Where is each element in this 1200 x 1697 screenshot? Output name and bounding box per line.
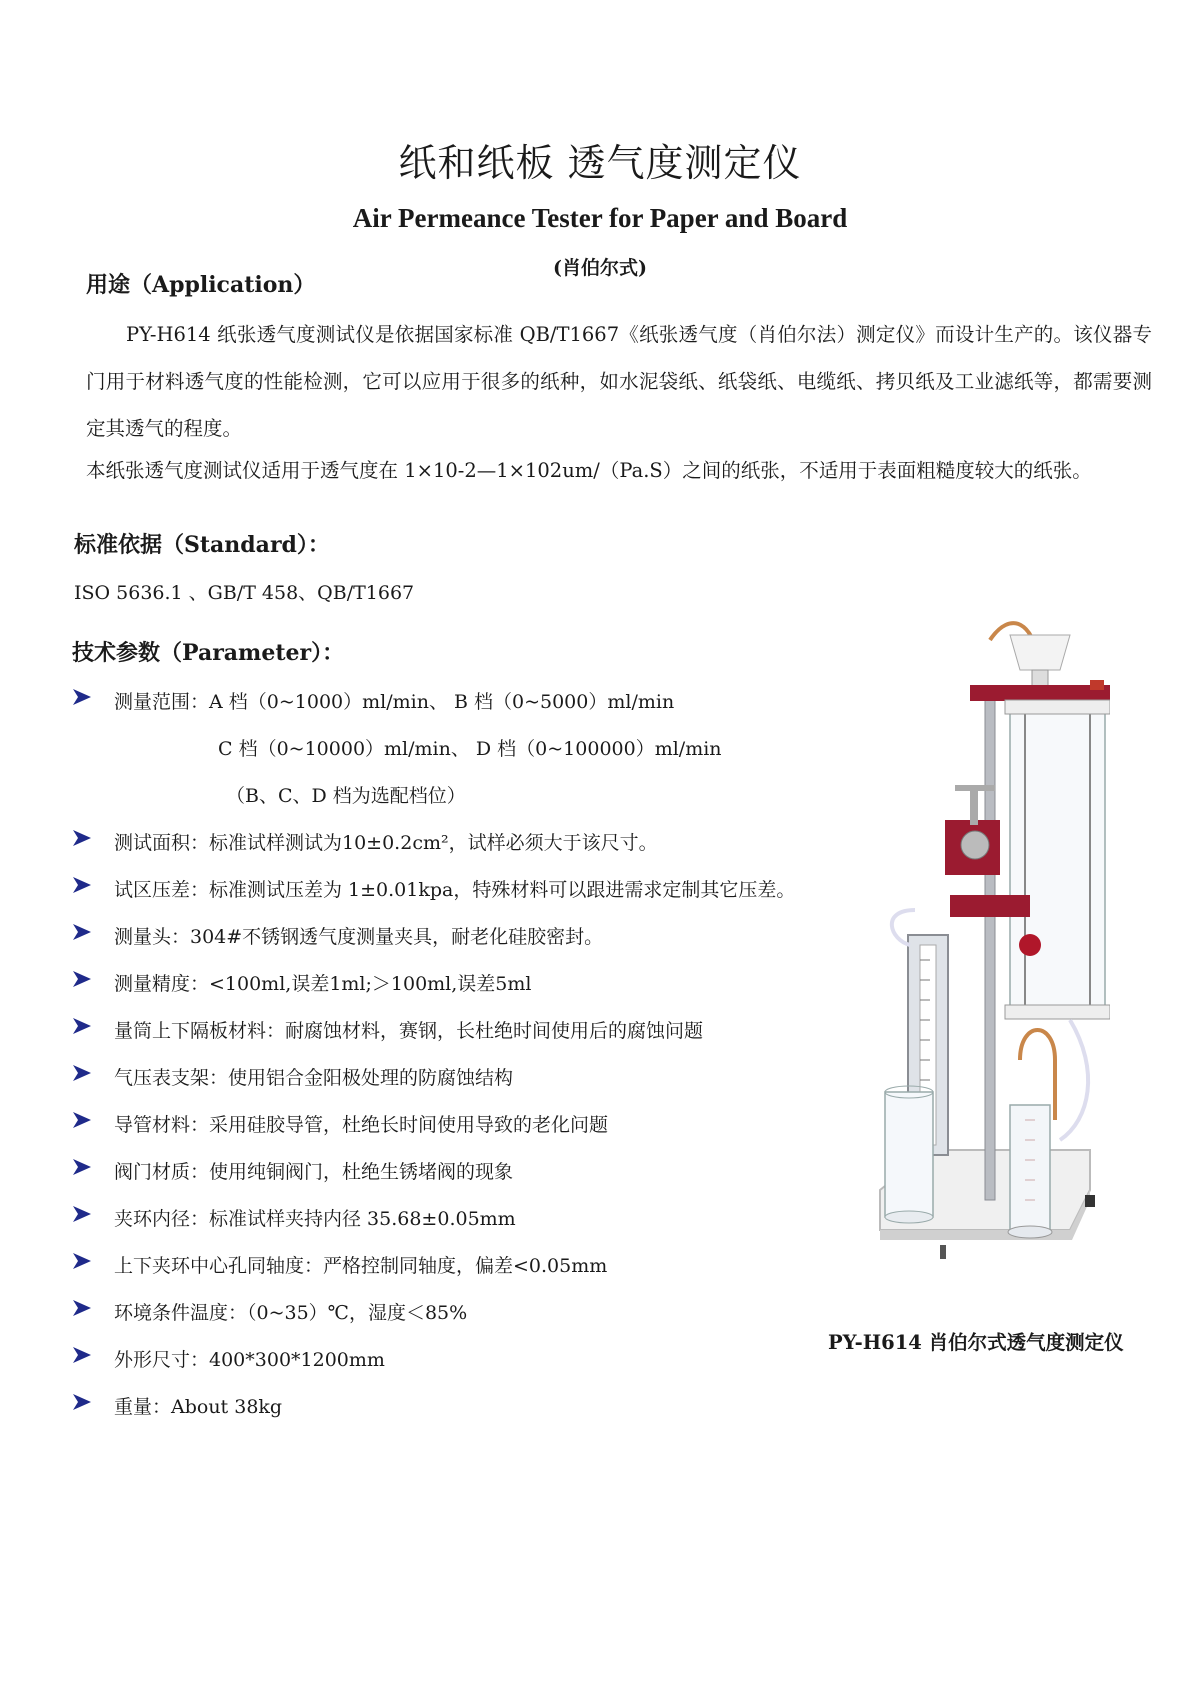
parameter-heading: 技术参数（Parameter）： (72, 640, 345, 666)
photo-caption: PY-H614 肖伯尔式透气度测定仪 (828, 1331, 1124, 1354)
arrow-bullet-icon (72, 1346, 102, 1364)
range-line-2: C 档（0~10000）ml/min、 D 档（0~100000）ml/min (218, 738, 722, 760)
parameter-item-text: 测量头：304#不锈钢透气度测量夹具，耐老化硅胶密封。 (114, 926, 604, 948)
parameter-item-text: 试区压差：标准测试压差为 1±0.01kpa，特殊材料可以跟进需求定制其它压差。 (114, 879, 796, 901)
parameter-item-text: 阀门材质：使用纯铜阀门，杜绝生锈堵阀的现象 (114, 1161, 514, 1183)
parameter-item-text: 环境条件温度：（0~35）℃，湿度＜85% (114, 1302, 468, 1324)
parameter-item-text: 测量范围：A 档（0~1000）ml/min、 B 档（0~5000）ml/min (114, 691, 675, 713)
arrow-bullet-icon (72, 688, 102, 706)
application-paragraph-2: 本纸张透气度测试仪适用于透气度在 1×10-2—1×102um/（Pa.S）之间的纸张，不适用于表面粗糙度较大的纸张。 (86, 459, 1092, 482)
arrow-bullet-icon (72, 970, 102, 988)
arrow-bullet-icon (72, 1393, 102, 1411)
parameter-item (72, 1157, 514, 1183)
parameter-item-text: 测试面积：标准试样测试为10±0.2cm²，试样必须大于该尺寸。 (114, 832, 658, 854)
parameter-item (72, 969, 532, 995)
parameter-item-text: 外形尺寸：400*300*1200mm (114, 1349, 385, 1371)
arrow-bullet-icon (72, 1017, 102, 1035)
parameter-item-text: 重量：About 38kg (114, 1396, 283, 1418)
parameter-item (72, 828, 658, 854)
arrow-bullet-icon (72, 1205, 102, 1223)
application-heading: 用途（Application） (86, 272, 316, 298)
parameter-item (72, 1016, 704, 1042)
parameter-item-text: 夹环内径：标准试样夹持内径 35.68±0.05mm (114, 1208, 516, 1230)
standard-text: ISO 5636.1 、GB/T 458、QB/T1667 (74, 582, 415, 604)
parameter-item (72, 1298, 468, 1324)
arrow-bullet-icon (72, 876, 102, 894)
parameter-item-text: 上下夹环中心孔同轴度：严格控制同轴度，偏差<0.05mm (114, 1255, 608, 1277)
application-paragraph-1: PY-H614 纸张透气度测试仪是依据国家标准 QB/T1667《纸张透气度（肖伯尔法）测定仪》而设计生产的。该仪器专门用于材料透气度的性能检测，它可以应用于很多的纸种，如水泥袋纸、纸袋纸、电缆纸、拷贝纸及工业滤纸等，都需要测定其透气的程度。 (86, 323, 1152, 440)
arrow-bullet-icon (72, 1252, 102, 1270)
page-title: 纸和纸板 透气度测定仪 (398, 141, 802, 185)
parameter-item (72, 1392, 283, 1418)
page-subtitle: (肖伯尔式) (553, 257, 647, 279)
arrow-bullet-icon (72, 1299, 102, 1317)
parameter-item (72, 1204, 516, 1230)
parameter-item-text: 量筒上下隔板材料：耐腐蚀材料，赛钢，长杜绝时间使用后的腐蚀问题 (114, 1020, 704, 1042)
parameter-item-text: 导管材料：采用硅胶导管，杜绝长时间使用导致的老化问题 (114, 1114, 609, 1136)
standard-heading: 标准依据（Standard）： (74, 532, 330, 558)
parameter-item (72, 1251, 608, 1277)
parameter-item-text: 测量精度：<100ml,误差1ml;＞100ml,误差5ml (114, 973, 532, 995)
page-title-english: Air Permeance Tester for Paper and Board (352, 203, 848, 233)
parameter-item (72, 1063, 514, 1089)
arrow-bullet-icon (72, 1111, 102, 1129)
parameter-item (72, 875, 796, 901)
parameter-item (72, 922, 604, 948)
product-photo (860, 600, 1110, 1260)
parameter-item-text: 气压表支架：使用铝合金阳极处理的防腐蚀结构 (114, 1067, 514, 1089)
range-line-3: （B、C、D 档为选配档位） (226, 785, 466, 807)
arrow-bullet-icon (72, 1064, 102, 1082)
parameter-item (72, 1345, 385, 1371)
arrow-bullet-icon (72, 1158, 102, 1176)
parameter-item (72, 1110, 609, 1136)
parameter-item (72, 687, 675, 713)
arrow-bullet-icon (72, 923, 102, 941)
arrow-bullet-icon (72, 829, 102, 847)
